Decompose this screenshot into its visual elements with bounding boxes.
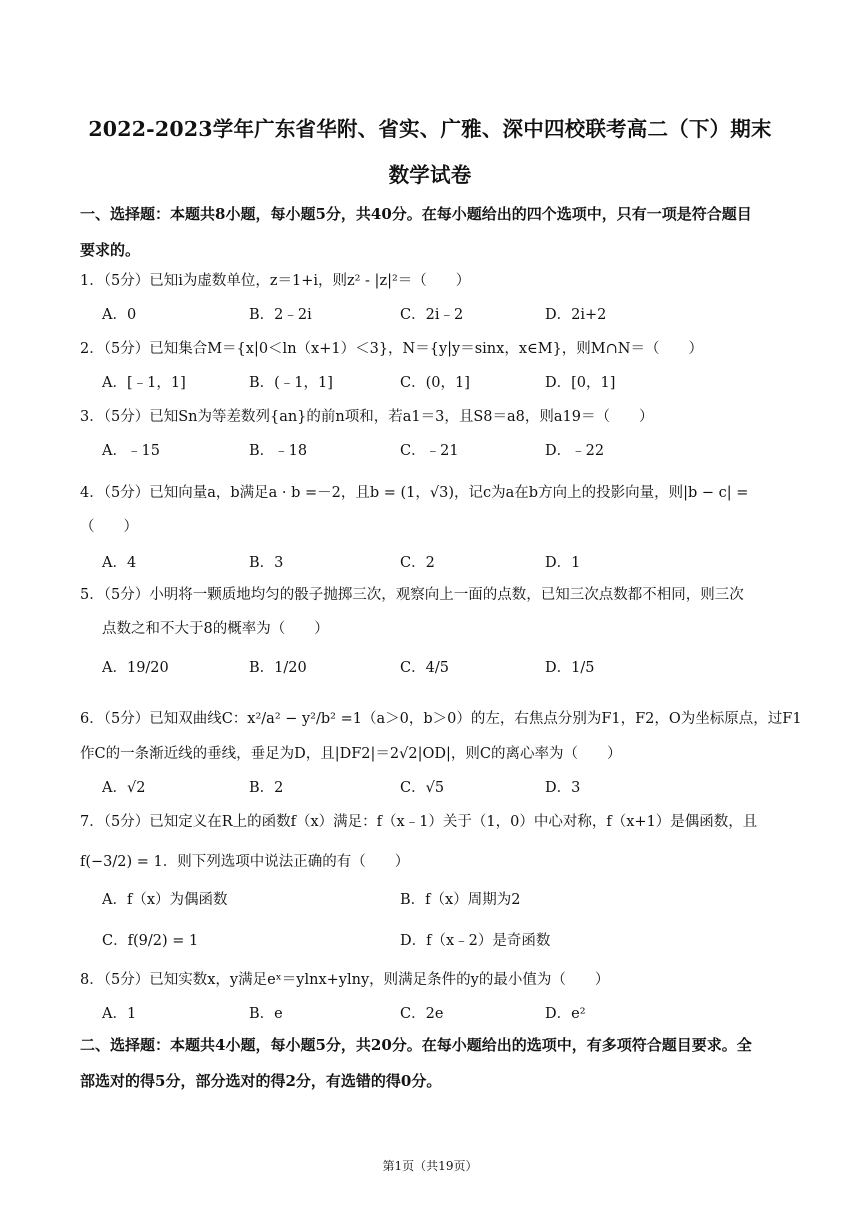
question-6-stem: 6．（5分）已知双曲线C：x²/a² − y²/b² =1（a＞0，b＞0）的左，右焦点分别为F1，F2，O为坐标原点，过F1 bbox=[80, 711, 802, 727]
question-8-option-b: B．e bbox=[249, 1006, 283, 1022]
question-8-option-c: C．2e bbox=[400, 1006, 444, 1022]
page-title: 2022-2023学年广东省华附、省实、广雅、深中四校联考高二（下）期末 bbox=[88, 117, 772, 141]
question-4-option-c: C．2 bbox=[400, 555, 435, 571]
question-6-stem-cont: 作C的一条渐近线的垂线，垂足为D，且|DF2|＝2√2|OD|，则C的离心率为（ ） bbox=[80, 746, 622, 762]
question-7-option-d: D．f（x﹣2）是奇函数 bbox=[400, 933, 551, 949]
question-5-option-b: B．1/20 bbox=[249, 660, 307, 676]
question-2-option-b: B．(﹣1，1] bbox=[249, 375, 333, 391]
question-4-stem: 4．（5分）已知向量a，b满足a · b =－2，且b = (1，√3)，记c为a在b方向上的投影向量，则|b − c| = bbox=[80, 485, 749, 501]
question-6-option-a: A．√2 bbox=[102, 780, 146, 796]
question-1-option-d: D．2i+2 bbox=[545, 307, 607, 323]
question-3-option-b: B．﹣18 bbox=[249, 443, 308, 459]
question-5-option-d: D．1/5 bbox=[545, 660, 595, 676]
question-2-option-c: C．(0，1] bbox=[400, 375, 470, 391]
question-1-option-b: B．2﹣2i bbox=[249, 307, 312, 323]
section2-heading: 二、选择题：本题共4小题，每小题5分，共20分。在每小题给出的选项中，有多项符合题目要求。全 部选对的得5分，部分选对的得2分，有选错的得0分。 bbox=[80, 1036, 752, 1090]
question-5-stem-cont: 点数之和不大于8的概率为（ ） bbox=[102, 621, 329, 637]
question-8-option-a: A．1 bbox=[102, 1006, 137, 1022]
question-1-option-c: C．2i﹣2 bbox=[400, 307, 464, 323]
question-5-option-a: A．19/20 bbox=[102, 660, 169, 676]
question-4-option-a: A．4 bbox=[102, 555, 137, 571]
section1-heading: 一、选择题：本题共8小题，每小题5分，共40分。在每小题给出的四个选项中，只有一项是符合题目 要求的。 bbox=[80, 205, 752, 259]
question-6-option-d: D．3 bbox=[545, 780, 581, 796]
page-subtitle: 数学试卷 bbox=[388, 163, 472, 187]
question-3-option-c: C．﹣21 bbox=[400, 443, 459, 459]
question-2-option-a: A．[﹣1，1] bbox=[102, 375, 186, 391]
question-1-option-a: A．0 bbox=[102, 307, 137, 323]
question-7-option-b: B．f（x）周期为2 bbox=[400, 892, 521, 908]
question-7-option-c: C．f(9/2) = 1 bbox=[102, 933, 199, 949]
question-4-option-d: D．1 bbox=[545, 555, 581, 571]
question-3-option-d: D．﹣22 bbox=[545, 443, 605, 459]
question-8-stem: 8．（5分）已知实数x，y满足eˣ＝ylnx+ylny，则满足条件的y的最小值为（ ） bbox=[80, 972, 610, 988]
question-7-option-a: A．f（x）为偶函数 bbox=[102, 892, 228, 908]
question-6-option-c: C．√5 bbox=[400, 780, 445, 796]
page-footer: 第1页（共19页） bbox=[382, 1159, 478, 1173]
question-2-stem: 2．（5分）已知集合M＝{x|0＜ln（x+1）＜3}，N＝{y|y＝sinx，x∈M}，则M∩N＝（ ） bbox=[80, 341, 703, 357]
question-3-option-a: A．﹣15 bbox=[102, 443, 160, 459]
question-5-option-c: C．4/5 bbox=[400, 660, 449, 676]
question-2-option-d: D．[0，1] bbox=[545, 375, 616, 391]
question-4-stem-cont: （ ） bbox=[80, 519, 138, 535]
question-8-option-d: D．e² bbox=[545, 1006, 586, 1022]
question-1-stem: 1．（5分）已知i为虚数单位，z＝1+i，则z² - |z|²＝（ ） bbox=[80, 273, 471, 289]
question-3-stem: 3．（5分）已知Sn为等差数列{an}的前n项和，若a1＝3，且S8＝a8，则a19＝（ ） bbox=[80, 409, 654, 425]
question-7-stem: 7．（5分）已知定义在R上的函数f（x）满足：f（x﹣1）关于（1，0）中心对称，f（x+1）是偶函数，且 bbox=[80, 814, 758, 830]
question-7-stem-cont: f(−3/2) = 1．则下列选项中说法正确的有（ ） bbox=[80, 854, 410, 870]
question-6-option-b: B．2 bbox=[249, 780, 284, 796]
question-5-stem: 5．（5分）小明将一颗质地均匀的骰子抛掷三次，观察向上一面的点数，已知三次点数都不相同，则三次 bbox=[80, 587, 744, 603]
question-4-option-b: B．3 bbox=[249, 555, 284, 571]
